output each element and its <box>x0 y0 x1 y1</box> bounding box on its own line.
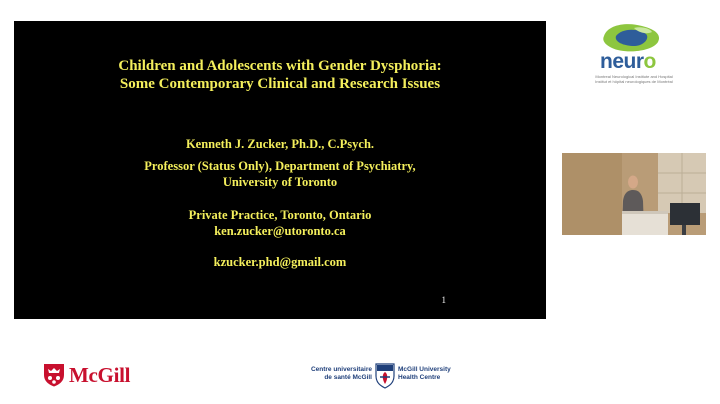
mcgill-shield-icon <box>43 363 65 387</box>
neuro-logo-subtitle-line-1: Montreal Neurological Institute and Hospital <box>595 74 673 79</box>
mcgill-wordmark: McGill <box>69 363 131 387</box>
lectern-edge <box>622 211 668 214</box>
monitor <box>670 203 700 225</box>
muhc-french-line-1: Centre universitaire <box>310 366 372 373</box>
muhc-english-line-1: McGill University <box>398 366 451 373</box>
speaker-video <box>562 153 706 235</box>
neuro-logo-wordmark <box>600 50 656 74</box>
video-wall-shadow <box>562 153 622 235</box>
muhc-english-name <box>398 366 451 382</box>
speaker-head <box>628 176 638 189</box>
neuro-logo <box>594 22 674 82</box>
muhc-shield-icon <box>375 363 395 389</box>
slide-affiliation-line-2: University of Toronto <box>222 175 338 189</box>
speaker-video-scene <box>562 153 706 235</box>
neuro-logo-word-neu: neu <box>600 50 636 73</box>
neuro-logo-subtitle-line-2: Institut et hôpital neurologiques de Montréal <box>595 79 673 84</box>
slide-title-line-1: Children and Adolescents with Gender Dysphoria: <box>118 58 442 74</box>
neuro-logo-word-o: o <box>643 50 656 73</box>
slide-affiliation-line-1: Professor (Status Only), Department of Psychiatry, <box>144 159 416 173</box>
muhc-english-line-2: Health Centre <box>398 374 441 381</box>
slide-email-1: ken.zucker@utoronto.ca <box>214 224 346 238</box>
slide-email-2: kzucker.phd@gmail.com <box>213 255 347 269</box>
neuro-logo-word-r: r <box>635 50 644 73</box>
slide-practice <box>14 207 546 239</box>
slide-author: Kenneth J. Zucker, Ph.D., C.Psych. <box>185 137 375 151</box>
neuro-logo-subtitle <box>594 74 674 84</box>
slide-page-number: 1 <box>441 295 446 305</box>
slide-practice-location: Private Practice, Toronto, Ontario <box>188 208 372 222</box>
lectern <box>622 211 668 235</box>
muhc-logo <box>306 363 466 389</box>
slide-title <box>14 57 546 93</box>
monitor-stand <box>682 225 686 235</box>
presentation-slide <box>14 21 546 319</box>
slide-title-line-2: Some Contemporary Clinical and Research Issues <box>119 76 441 92</box>
muhc-french-line-2: de santé McGill <box>324 374 372 381</box>
muhc-french-name <box>311 366 372 382</box>
slide-affiliation <box>14 158 546 190</box>
